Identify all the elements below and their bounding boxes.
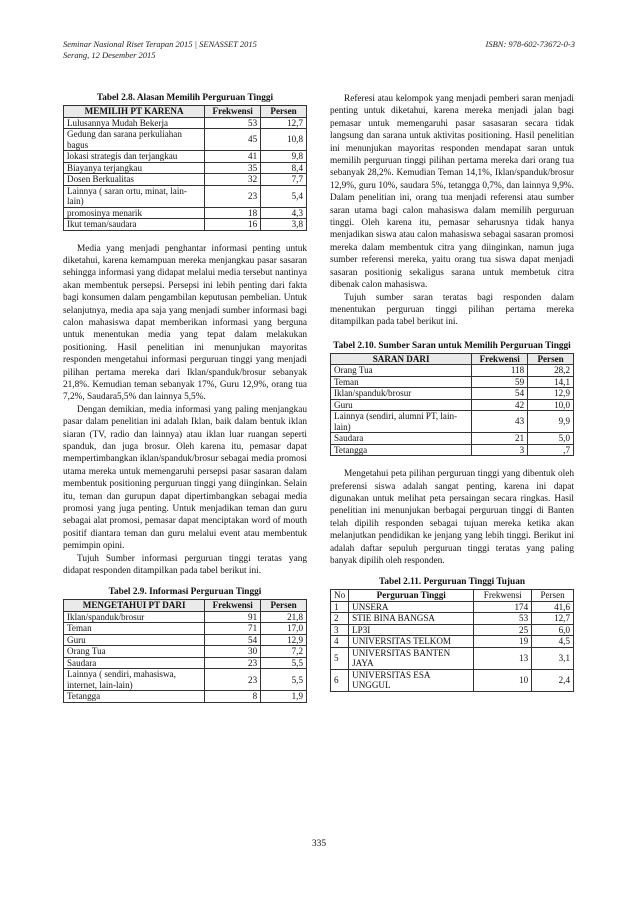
table-cell-label: Tetangga: [64, 691, 205, 703]
header-seminar: Seminar Nasional Riset Terapan 2015 | SENASSET 2015: [63, 39, 257, 49]
table-cell-pct: 3,8: [261, 219, 307, 231]
table-cell-freq: 43: [472, 411, 528, 433]
table-row: [331, 647, 574, 669]
table-cell-label: Iklan/spanduk/brosur: [64, 611, 205, 623]
table-row: [64, 623, 307, 635]
table-cell-pct: 5,5: [261, 657, 307, 669]
table-2-10-caption: Tabel 2.10. Sumber Saran untuk Memilih Perguruan Tinggi: [333, 340, 571, 351]
table-cell-freq: 23: [205, 657, 261, 669]
body-paragraph: Mengetahui peta pilihan perguruan tinggi yang dibentuk oleh preferensi siswa adalah sangat penting, karena ini dapat digunakan untuk melihat peta persaingan secara ringkas. Hasil penelitian ini menunjukan berbagai perguruan tinggi di Banten telah dipilih responden sebagai tujuan mereka ketika akan melanjutkan pendidikan ke jenjang yang lebih tinggi. Berikut ini adalah daftar sepuluh perguruan tinggi teratas yang paling banyak dipilih oleh responden.: [330, 469, 574, 567]
table-cell-freq: 13: [474, 647, 532, 669]
table-row: [64, 162, 307, 174]
table-row: [331, 433, 574, 445]
table-2-8: [63, 105, 307, 231]
table-header-cell: SARAN DARI: [331, 353, 472, 365]
table-cell-label: Orang Tua: [331, 365, 472, 377]
table-cell-label: Lulusannya Mudah Bekerja: [64, 117, 205, 129]
table-row: [331, 365, 574, 377]
table-header-row: [331, 590, 574, 602]
table-row: [64, 117, 307, 129]
table-cell-freq: 53: [474, 613, 532, 625]
table-header-row: [64, 600, 307, 612]
table-cell-pct: 5,4: [261, 185, 307, 207]
table-cell-name: STIE BINA BANGSA: [349, 613, 474, 625]
table-cell-pct: 12,7: [532, 613, 574, 625]
table-header-cell: Frekwensi: [205, 600, 261, 612]
table-cell-pct: 10,8: [261, 129, 307, 151]
table-cell-freq: 35: [205, 162, 261, 174]
body-paragraph: Referesi atau kelompok yang menjadi pemberi saran menjadi penting untuk diketahui, karena mereka menjadi jalan bagi pemasar untuk memengaruhi pasar sasasaran secara tidak langsung dan sarana untuk aktivitas positioning. Hasil penelitian ini menunjukan mayoritas responden mendapat saran untuk memilih perguruan tinggi pilihan pertama mereka dari orang tua sebanyak 28,2%. Kemudian Teman 14,1%, Iklan/spanduk/brosur 12,9%, guru 10%, saudara 5%, tetangga 0,7%, dan lainnya 9,9%. Dalam penelitian ini, orang tua menjadi referensi atau sumber saran utama bagi calon mahasiswa dalam memilih perguruan tinggi. Oleh karena itu, pemasar seharusnya tidak hanya menjadikan siswa atau calon mahasiswa sebagai sasaran promosi mereka dalam membentuk citra yang diinginkan, namun juga sumber referensi mereka, yaitu orang tua siswa dapat menjadi sasaran positionig sekaligus sarana untuk membetuk citra dibenak calon mahasiswa.: [330, 94, 574, 291]
table-2-8-caption: Tabel 2.8. Alasan Memilih Perguruan Tinggi: [96, 93, 274, 103]
table-cell-freq: 18: [205, 207, 261, 219]
table-cell-label: Tetangga: [331, 444, 472, 456]
table-cell-freq: 30: [205, 646, 261, 658]
left-column: [63, 93, 307, 703]
table-cell-no: 4: [331, 636, 349, 648]
table-row: [64, 691, 307, 703]
table-header-cell: MEMILIH PT KARENA: [64, 106, 205, 118]
table-cell-freq: 45: [205, 129, 261, 151]
header-date: Serang, 12 Desember 2015: [63, 50, 156, 60]
table-cell-pct: 8,4: [261, 162, 307, 174]
table-row: [64, 174, 307, 186]
table-row: [331, 624, 574, 636]
table-cell-pct: 1,9: [261, 691, 307, 703]
table-cell-pct: 21,8: [261, 611, 307, 623]
table-2-11: [330, 589, 574, 692]
table-cell-no: 5: [331, 647, 349, 669]
table-row: [64, 151, 307, 163]
table-cell-name: UNIVERSITAS ESA UNGGUL: [349, 669, 474, 691]
table-header-cell: Frekwensi: [474, 590, 532, 602]
table-cell-pct: 3,1: [532, 647, 574, 669]
table-cell-freq: 16: [205, 219, 261, 231]
table-row: [64, 611, 307, 623]
table-cell-name: UNSERA: [349, 601, 474, 613]
table-header-cell: No: [331, 590, 349, 602]
running-header-left: [63, 39, 257, 61]
table-cell-freq: 91: [205, 611, 261, 623]
table-cell-label: Lainnya (sendiri, alumni PT, lain-lain): [331, 411, 472, 433]
table-cell-pct: 7,7: [261, 174, 307, 186]
table-cell-freq: 54: [472, 388, 528, 400]
table-cell-pct: 12,9: [528, 388, 574, 400]
table-cell-pct: 5,0: [528, 433, 574, 445]
table-header-cell: Persen: [532, 590, 574, 602]
table-header-cell: Persen: [261, 106, 307, 118]
table-2-10: [330, 353, 574, 457]
table-cell-freq: 8: [205, 691, 261, 703]
table-cell-label: Guru: [331, 399, 472, 411]
table-cell-freq: 118: [472, 365, 528, 377]
table-row: [331, 601, 574, 613]
table-cell-label: Guru: [64, 634, 205, 646]
table-row: [331, 669, 574, 691]
table-row: [331, 411, 574, 433]
table-cell-freq: 32: [205, 174, 261, 186]
table-cell-label: Orang Tua: [64, 646, 205, 658]
table-header-cell: Perguruan Tinggi: [349, 590, 474, 602]
table-row: [64, 669, 307, 691]
table-row: [64, 185, 307, 207]
table-cell-freq: 23: [205, 185, 261, 207]
table-cell-label: Teman: [64, 623, 205, 635]
table-cell-name: UNIVERSITAS TELKOM: [349, 636, 474, 648]
table-cell-label: Saudara: [64, 657, 205, 669]
body-paragraph: Media yang menjadi penghantar informasi penting untuk diketahui, karena kemampuan mereka menjangkau pasar sasaran sehingga informasi yang didapat melalui media tersebut nantinya akan membentuk persepsi. Persepsi ini lebih penting dari fakta bagi konsumen dalam pengambilan keputusan pembelian. Untuk selanjutnya, media apa saja yang menjadi sumber informasi bagi calon mahasiswa dapat memberikan informasi yang berguna untuk menentukan media yang tepat dalam melakukan positioning. Hasil penelitian ini menunjukan mayoritas responden mengetahui informasi perguruan tinggi yang menjadi pilihan pertama mereka dari Iklan/spanduk/brosur sebanyak 21,8%. Kemudian teman sebanyak 17%, Guru 12,9%, orang tua 7,2%, Saudara5,5% dan lainnya 5,5%.: [63, 243, 307, 403]
table-cell-pct: 10,0: [528, 399, 574, 411]
table-cell-no: 6: [331, 669, 349, 691]
table-cell-freq: 10: [474, 669, 532, 691]
table-cell-freq: 71: [205, 623, 261, 635]
table-header-row: [64, 106, 307, 118]
table-header-cell: Persen: [261, 600, 307, 612]
table-cell-pct: 9,8: [261, 151, 307, 163]
table-cell-pct: 14,1: [528, 376, 574, 388]
body-paragraph: Tujuh Sumber informasi perguruan tinggi teratas yang didapat responden ditampilkan pada tabel berikut ini.: [63, 553, 307, 577]
table-row: [64, 207, 307, 219]
table-2-9: [63, 599, 307, 703]
table-header-cell: MENGETAHUI PT DARI: [64, 600, 205, 612]
table-row: [331, 388, 574, 400]
table-cell-pct: 41,6: [532, 601, 574, 613]
table-cell-freq: 53: [205, 117, 261, 129]
table-cell-pct: 28,2: [528, 365, 574, 377]
table-header-cell: Persen: [528, 353, 574, 365]
table-cell-freq: 19: [474, 636, 532, 648]
table-cell-pct: 4,3: [261, 207, 307, 219]
table-cell-label: Dosen Berkualitas: [64, 174, 205, 186]
table-cell-freq: 23: [205, 669, 261, 691]
table-header-cell: Frekwensi: [472, 353, 528, 365]
table-cell-no: 2: [331, 613, 349, 625]
table-row: [64, 219, 307, 231]
table-cell-label: Lainnya ( saran ortu, minat, lain-lain): [64, 185, 205, 207]
table-cell-no: 3: [331, 624, 349, 636]
table-row: [331, 376, 574, 388]
table-cell-freq: 174: [474, 601, 532, 613]
table-cell-freq: 42: [472, 399, 528, 411]
table-cell-name: UNIVERSITAS BANTEN JAYA: [349, 647, 474, 669]
table-cell-freq: 54: [205, 634, 261, 646]
table-cell-label: Gedung dan sarana perkuliahan bagus: [64, 129, 205, 151]
table-cell-label: Saudara: [331, 433, 472, 445]
table-2-9-caption: Tabel 2.9. Informasi Perguruan Tinggi: [108, 587, 262, 598]
table-cell-pct: 12,7: [261, 117, 307, 129]
table-cell-freq: 59: [472, 376, 528, 388]
table-cell-freq: 21: [472, 433, 528, 445]
header-isbn: ISBN: 978-602-73672-0-3: [485, 39, 575, 49]
page-number: 335: [311, 839, 327, 849]
table-cell-freq: 3: [472, 444, 528, 456]
table-cell-label: Iklan/spanduk/brosur: [331, 388, 472, 400]
table-cell-pct: 5,5: [261, 669, 307, 691]
table-cell-name: LP3I: [349, 624, 474, 636]
table-cell-label: promosinya menarik: [64, 207, 205, 219]
table-row: [331, 444, 574, 456]
body-paragraph: Dengan demikian, media informasi yang paling menjangkau pasar dalam penelitian ini adalah Iklan, baik dalam bentuk iklan siaran (TV, radio dan lainnya) atau iklan luar ruangan seperti spanduk, dan juga brosur. Oleh karena itu, pemasar dapat mempertimbangkan iklan/spanduk/brosur sebagai media promosi utama mereka untuk memengaruhi persepsi pasar sasaran dalam membentuk positioning perguruan tinggi yang diinginkan. Selain itu, teman dan gurupun dapat dipertimbangkan sebagai media promosi yang juga penting. Untuk menjadikan teman dan guru sebagai alat promosi, pemasar dapat menciptakan word of mouth positif diantara teman dan guru melalui event atau membentuk pemimpin opini.: [63, 404, 307, 552]
table-cell-label: lokasi strategis dan terjangkau: [64, 151, 205, 163]
table-cell-pct: ,7: [528, 444, 574, 456]
table-row: [64, 657, 307, 669]
table-row: [64, 646, 307, 658]
table-cell-pct: 2,4: [532, 669, 574, 691]
body-paragraph: Tujuh sumber saran teratas bagi responden dalam menentukan perguruan tinggi pilihan pertama mereka ditampilkan pada tabel berikut ini.: [330, 292, 574, 328]
table-cell-pct: 17,0: [261, 623, 307, 635]
table-row: [331, 399, 574, 411]
table-cell-label: Ikut teman/saudara: [64, 219, 205, 231]
table-cell-label: Lainnya ( sendiri, mahasiswa, internet, lain-lain): [64, 669, 205, 691]
table-cell-pct: 7,2: [261, 646, 307, 658]
table-row: [331, 613, 574, 625]
table-row: [331, 636, 574, 648]
table-cell-label: Teman: [331, 376, 472, 388]
table-cell-label: Biayanya terjangkau: [64, 162, 205, 174]
table-header-cell: Frekwensi: [205, 106, 261, 118]
table-cell-pct: 9,9: [528, 411, 574, 433]
table-header-row: [331, 353, 574, 365]
table-cell-pct: 4,5: [532, 636, 574, 648]
table-cell-pct: 6,0: [532, 624, 574, 636]
table-row: [64, 129, 307, 151]
table-2-11-caption: Tabel 2.11. Perguruan Tinggi Tujuan: [378, 577, 526, 588]
table-cell-freq: 41: [205, 151, 261, 163]
right-column: [330, 93, 574, 692]
table-cell-no: 1: [331, 601, 349, 613]
table-row: [64, 634, 307, 646]
table-cell-freq: 25: [474, 624, 532, 636]
table-cell-pct: 12,9: [261, 634, 307, 646]
